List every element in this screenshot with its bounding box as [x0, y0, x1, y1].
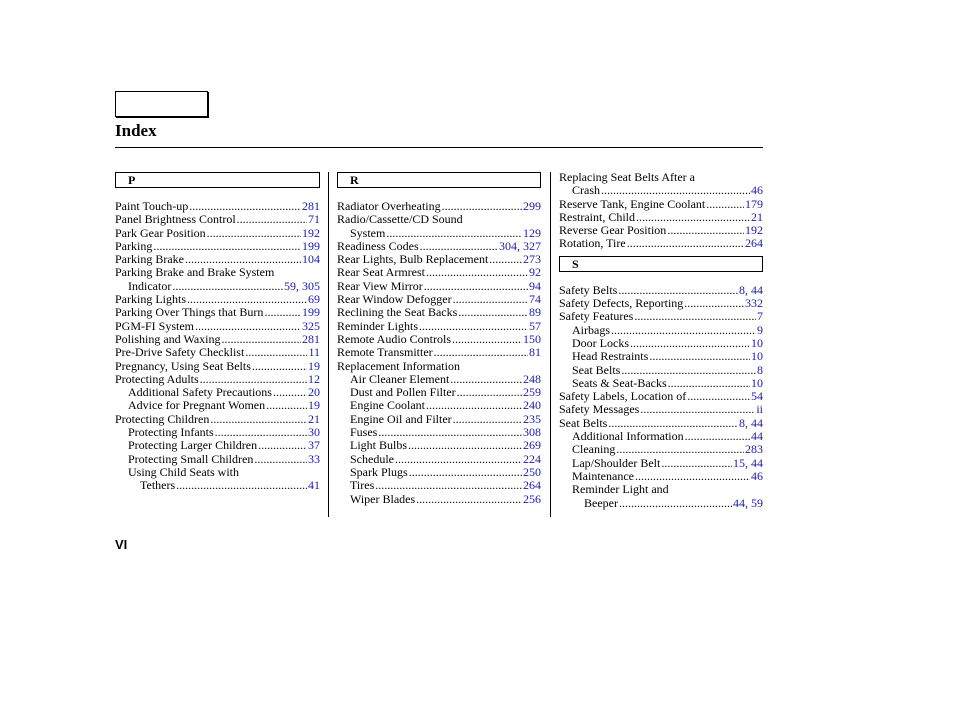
page-reference-link[interactable]: 10 [751, 349, 763, 364]
page-reference-link[interactable]: 69 [308, 292, 320, 307]
entry-label: Schedule [350, 451, 394, 466]
page-reference-link[interactable]: 235 [523, 411, 541, 426]
page-reference-link[interactable]: 281 [302, 199, 320, 213]
page-reference-link[interactable]: 59, 305 [284, 278, 320, 293]
entry-label: Pre-Drive Safety Checklist [115, 345, 245, 360]
index-entry [559, 224, 763, 237]
page-reference-link[interactable]: 30 [308, 425, 320, 440]
entry-label: Safety Belts [559, 282, 618, 297]
leader-dots [258, 439, 307, 452]
leader-dots [245, 346, 307, 359]
column-divider [550, 172, 551, 517]
page-reference-link[interactable]: 332 [745, 296, 763, 311]
index-entry [337, 453, 541, 466]
index-entry [559, 417, 763, 430]
entry-label: Spark Plugs [350, 464, 408, 479]
index-entry [337, 240, 541, 253]
leader-dots [434, 346, 528, 359]
index-entry-heading: Radio/Cassette/CD Sound [337, 212, 463, 227]
page-reference-link[interactable]: 21 [308, 411, 320, 426]
leader-dots [601, 184, 750, 197]
page-reference-link[interactable]: 57 [529, 318, 541, 333]
page-reference-link[interactable]: 9 [757, 322, 763, 337]
leader-dots [221, 333, 301, 346]
entry-label: Engine Oil and Filter [350, 411, 452, 426]
entry-label: Reclining the Seat Backs [337, 305, 458, 320]
index-entry [115, 333, 320, 346]
index-entry-heading: Using Child Seats with [128, 464, 240, 479]
leader-dots [215, 426, 307, 439]
page-reference-link[interactable]: 150 [523, 331, 541, 346]
index-column-r [337, 172, 541, 506]
index-entry [115, 253, 320, 266]
entry-label: Cleaning [572, 442, 616, 457]
leader-dots [200, 373, 307, 386]
page-reference-link[interactable]: 179 [745, 196, 763, 211]
index-entry [559, 297, 763, 310]
page-reference-link[interactable]: 273 [523, 252, 541, 267]
index-entry [337, 426, 541, 439]
entry-label: Additional Information [572, 429, 684, 444]
leader-dots [636, 211, 750, 224]
leader-dots [395, 453, 522, 466]
index-entry [337, 253, 541, 266]
leader-dots [424, 280, 528, 293]
page-reference-link[interactable]: 199 [302, 305, 320, 320]
index-entry [115, 320, 320, 333]
leader-dots [195, 320, 301, 333]
entry-label: Additional Safety Precautions [128, 385, 272, 400]
index-entry [115, 346, 320, 359]
leader-dots [640, 403, 755, 416]
entry-label: Airbags [572, 322, 610, 337]
title-rule [115, 147, 763, 148]
index-entry [559, 470, 763, 483]
entry-label: Protecting Small Children [128, 451, 254, 466]
entry-label: Safety Defects, Reporting [559, 296, 684, 311]
leader-dots [176, 479, 307, 492]
index-column-s [559, 172, 763, 510]
entry-label: Polishing and Waxing [115, 331, 221, 346]
page-reference-link[interactable]: 10 [751, 375, 763, 390]
index-entry [115, 227, 320, 240]
leader-dots [627, 237, 744, 250]
leader-dots [408, 439, 522, 452]
index-entry [115, 360, 320, 373]
index-entry [337, 306, 541, 319]
entry-label: Wiper Blades [350, 491, 416, 506]
entry-label: Reserve Tank, Engine Coolant [559, 196, 706, 211]
index-entry [337, 280, 541, 293]
leader-dots [185, 253, 301, 266]
page-reference-link[interactable]: ii [756, 402, 763, 417]
entry-label: Radiator Overheating [337, 199, 441, 213]
entry-label: Restraint, Child [559, 209, 635, 224]
leader-dots [210, 413, 307, 426]
page-reference-link[interactable]: 15, 44 [733, 455, 763, 470]
section-header-r: R [337, 172, 541, 188]
entry-label: Seat Belts [572, 362, 621, 377]
index-entry-heading: Replacing Seat Belts After a [559, 170, 695, 184]
leader-dots [426, 399, 522, 412]
leader-dots [616, 443, 744, 456]
index-entry [337, 466, 541, 479]
leader-dots [375, 479, 522, 492]
entry-label: Lap/Shoulder Belt [572, 455, 661, 470]
leader-dots [453, 293, 528, 306]
entry-label: Indicator [128, 278, 172, 293]
page-reference-link[interactable]: 224 [523, 451, 541, 466]
page-reference-link[interactable]: 250 [523, 464, 541, 479]
leader-dots [378, 426, 522, 439]
index-entry [559, 390, 763, 403]
entry-label: System [350, 225, 386, 240]
leader-dots [608, 417, 738, 430]
page-reference-link[interactable]: 129 [523, 225, 541, 240]
entry-label: Safety Messages [559, 402, 640, 417]
index-entry [559, 237, 763, 250]
index-entry [337, 439, 541, 452]
page-reference-link[interactable]: 8, 44 [739, 415, 763, 430]
entry-label: Parking Brake [115, 252, 184, 267]
index-entry [115, 399, 320, 412]
page-number: VI [115, 537, 128, 552]
leader-dots [619, 497, 732, 510]
page-reference-link[interactable]: 264 [523, 478, 541, 493]
index-entry [337, 386, 541, 399]
page-title: Index [115, 121, 157, 140]
entry-label: Remote Audio Controls [337, 331, 451, 346]
entry-label: Light Bulbs [350, 438, 408, 453]
leader-dots [450, 373, 522, 386]
index-entry [115, 479, 320, 492]
page-reference-link[interactable]: 44, 59 [733, 495, 763, 510]
page-reference-link[interactable]: 192 [745, 223, 763, 238]
entry-label: Seats & Seat-Backs [572, 375, 667, 390]
index-column-p [115, 172, 320, 493]
index-entry [337, 493, 541, 506]
page-reference-link[interactable]: 41 [308, 478, 320, 493]
page-reference-link[interactable]: 308 [523, 425, 541, 440]
leader-dots [452, 333, 522, 346]
leader-dots [153, 240, 301, 253]
index-entry [337, 200, 541, 213]
page-reference-link[interactable]: 74 [529, 292, 541, 307]
leader-dots [264, 306, 301, 319]
index-entry [337, 293, 541, 306]
entry-label: Safety Features [559, 309, 634, 324]
index-entry [559, 443, 763, 456]
entry-label: PGM-FI System [115, 318, 195, 333]
leader-dots [618, 284, 738, 297]
entry-label: Reminder Lights [337, 318, 418, 333]
entry-label: Parking Lights [115, 292, 186, 307]
page-reference-link[interactable]: 10 [751, 335, 763, 350]
page-reference-link[interactable]: 46 [751, 183, 763, 198]
leader-dots [611, 324, 756, 337]
index-entry [559, 198, 763, 211]
index-entry [115, 240, 320, 253]
leader-dots [187, 293, 307, 306]
index-tab-box [115, 91, 208, 117]
leader-dots [266, 399, 307, 412]
leader-dots [661, 457, 732, 470]
index-entry [559, 497, 763, 510]
index-entry [559, 284, 763, 297]
leader-dots [419, 320, 528, 333]
entry-label: Rear Lights, Bulb Replacement [337, 252, 489, 267]
page-reference-link[interactable]: 11 [308, 345, 320, 360]
leader-dots [453, 413, 522, 426]
entry-label: Tires [350, 478, 375, 493]
leader-dots [621, 364, 756, 377]
page-reference-link[interactable]: 92 [529, 265, 541, 280]
entry-label: Head Restraints [572, 349, 649, 364]
entry-label: Air Cleaner Element [350, 371, 450, 386]
entry-label: Dust and Pollen Filter [350, 385, 456, 400]
page-reference-link[interactable]: 325 [302, 318, 320, 333]
entry-label: Fuses [350, 425, 378, 440]
entry-label: Rear Window Defogger [337, 292, 452, 307]
index-entry [115, 386, 320, 399]
index-entry [115, 373, 320, 386]
entry-label: Paint Touch-up [115, 199, 189, 213]
index-entry-heading: Reminder Light and [572, 482, 669, 497]
index-entry [337, 320, 541, 333]
index-entry [559, 403, 763, 416]
entry-label: Pregnancy, Using Seat Belts [115, 358, 251, 373]
page-reference-link[interactable]: 81 [529, 345, 541, 360]
leader-dots [172, 280, 283, 293]
leader-dots [189, 200, 301, 213]
index-entry [115, 413, 320, 426]
leader-dots [684, 297, 744, 310]
page-reference-link[interactable]: 19 [308, 358, 320, 373]
entry-label: Protecting Infants [128, 425, 214, 440]
index-entry [115, 306, 320, 319]
page-reference-link[interactable]: 104 [302, 252, 320, 267]
index-entry [559, 184, 763, 197]
page-reference-link[interactable]: 37 [308, 438, 320, 453]
leader-dots [635, 470, 750, 483]
index-entry [559, 211, 763, 224]
entry-label: Protecting Children [115, 411, 210, 426]
leader-dots [649, 350, 750, 363]
leader-dots [252, 360, 307, 373]
leader-dots [458, 306, 528, 319]
page-reference-link[interactable]: 54 [751, 389, 763, 404]
index-entry [115, 213, 320, 226]
entry-label: Panel Brightness Control [115, 212, 236, 227]
leader-dots [254, 453, 307, 466]
leader-dots [668, 377, 750, 390]
page-reference-link[interactable]: 8, 44 [739, 282, 763, 297]
page-reference-link[interactable]: 94 [529, 278, 541, 293]
page-reference-link[interactable]: 89 [529, 305, 541, 320]
section-header-s: S [559, 256, 763, 272]
index-entry [559, 377, 763, 390]
page-reference-link[interactable]: 248 [523, 371, 541, 386]
index-entry [337, 399, 541, 412]
column-divider [328, 172, 329, 517]
index-entry [559, 324, 763, 337]
page-reference-link[interactable]: 256 [523, 491, 541, 506]
leader-dots [687, 390, 750, 403]
leader-dots [386, 227, 522, 240]
index-entry [337, 346, 541, 359]
leader-dots [273, 386, 307, 399]
page-reference-link[interactable]: 283 [745, 442, 763, 457]
page-reference-link[interactable]: 269 [523, 438, 541, 453]
page-reference-link[interactable]: 33 [308, 451, 320, 466]
entry-label: Rotation, Tire [559, 236, 626, 251]
page-reference-link[interactable]: 240 [523, 398, 541, 413]
entry-label: Parking [115, 238, 153, 253]
index-entry [337, 373, 541, 386]
index-entry [559, 337, 763, 350]
leader-dots [634, 310, 756, 323]
page-reference-link[interactable]: 44 [751, 429, 763, 444]
entry-label: Beeper [584, 495, 618, 510]
index-entry [115, 280, 320, 293]
entry-label: Door Locks [572, 335, 629, 350]
leader-dots [426, 266, 528, 279]
entry-label: Reverse Gear Position [559, 223, 667, 238]
index-entry-heading: Replacement Information [337, 358, 460, 373]
leader-dots [442, 200, 522, 213]
leader-dots [207, 227, 301, 240]
entry-label: Rear Seat Armrest [337, 265, 425, 280]
index-entry [337, 479, 541, 492]
entry-label: Crash [572, 183, 600, 198]
entry-label: Advice for Pregnant Women [128, 398, 266, 413]
page-reference-link[interactable]: 46 [751, 468, 763, 483]
page-reference-link[interactable]: 71 [308, 212, 320, 227]
leader-dots [685, 430, 750, 443]
index-entry [559, 350, 763, 363]
index-entry [115, 426, 320, 439]
page-reference-link[interactable]: 304, 327 [499, 238, 541, 253]
page-reference-link[interactable]: 12 [308, 371, 320, 386]
leader-dots [489, 253, 522, 266]
entry-label: Protecting Larger Children [128, 438, 258, 453]
page-reference-link[interactable]: 7 [757, 309, 763, 324]
leader-dots [667, 224, 744, 237]
index-entry [337, 333, 541, 346]
page-reference-link[interactable]: 8 [757, 362, 763, 377]
index-entry-heading: Parking Brake and Brake System [115, 265, 275, 280]
section-header-p: P [115, 172, 320, 188]
page-reference-link[interactable]: 21 [751, 209, 763, 224]
page-reference-link[interactable]: 281 [302, 331, 320, 346]
page-reference-link[interactable]: 199 [302, 238, 320, 253]
entry-label: Remote Transmitter [337, 345, 433, 360]
leader-dots [416, 493, 522, 506]
entry-label: Protecting Adults [115, 371, 199, 386]
index-entry [559, 430, 763, 443]
index-entry [559, 310, 763, 323]
leader-dots [409, 466, 522, 479]
entry-label: Parking Over Things that Burn [115, 305, 264, 320]
leader-dots [420, 240, 498, 253]
index-entry [337, 266, 541, 279]
leader-dots [457, 386, 522, 399]
entry-label: Seat Belts [559, 415, 608, 430]
page-reference-link[interactable]: 20 [308, 385, 320, 400]
entry-label: Park Gear Position [115, 225, 206, 240]
index-entry [337, 227, 541, 240]
leader-dots [706, 198, 744, 211]
index-entry [115, 439, 320, 452]
index-entry [559, 364, 763, 377]
leader-dots [237, 213, 307, 226]
entry-label: Safety Labels, Location of [559, 389, 687, 404]
index-entry [115, 453, 320, 466]
entry-label: Engine Coolant [350, 398, 425, 413]
page-reference-link[interactable]: 264 [745, 236, 763, 251]
page-reference-link[interactable]: 192 [302, 225, 320, 240]
index-entry [337, 413, 541, 426]
entry-label: Maintenance [572, 468, 634, 483]
page-reference-link[interactable]: 259 [523, 385, 541, 400]
leader-dots [630, 337, 750, 350]
entry-label: Tethers [140, 478, 176, 493]
entry-label: Readiness Codes [337, 238, 419, 253]
page-reference-link[interactable]: 19 [308, 398, 320, 413]
page-reference-link[interactable]: 299 [523, 199, 541, 213]
entry-label: Rear View Mirror [337, 278, 423, 293]
index-entry [559, 457, 763, 470]
index-entry [115, 293, 320, 306]
index-entry [115, 200, 320, 213]
